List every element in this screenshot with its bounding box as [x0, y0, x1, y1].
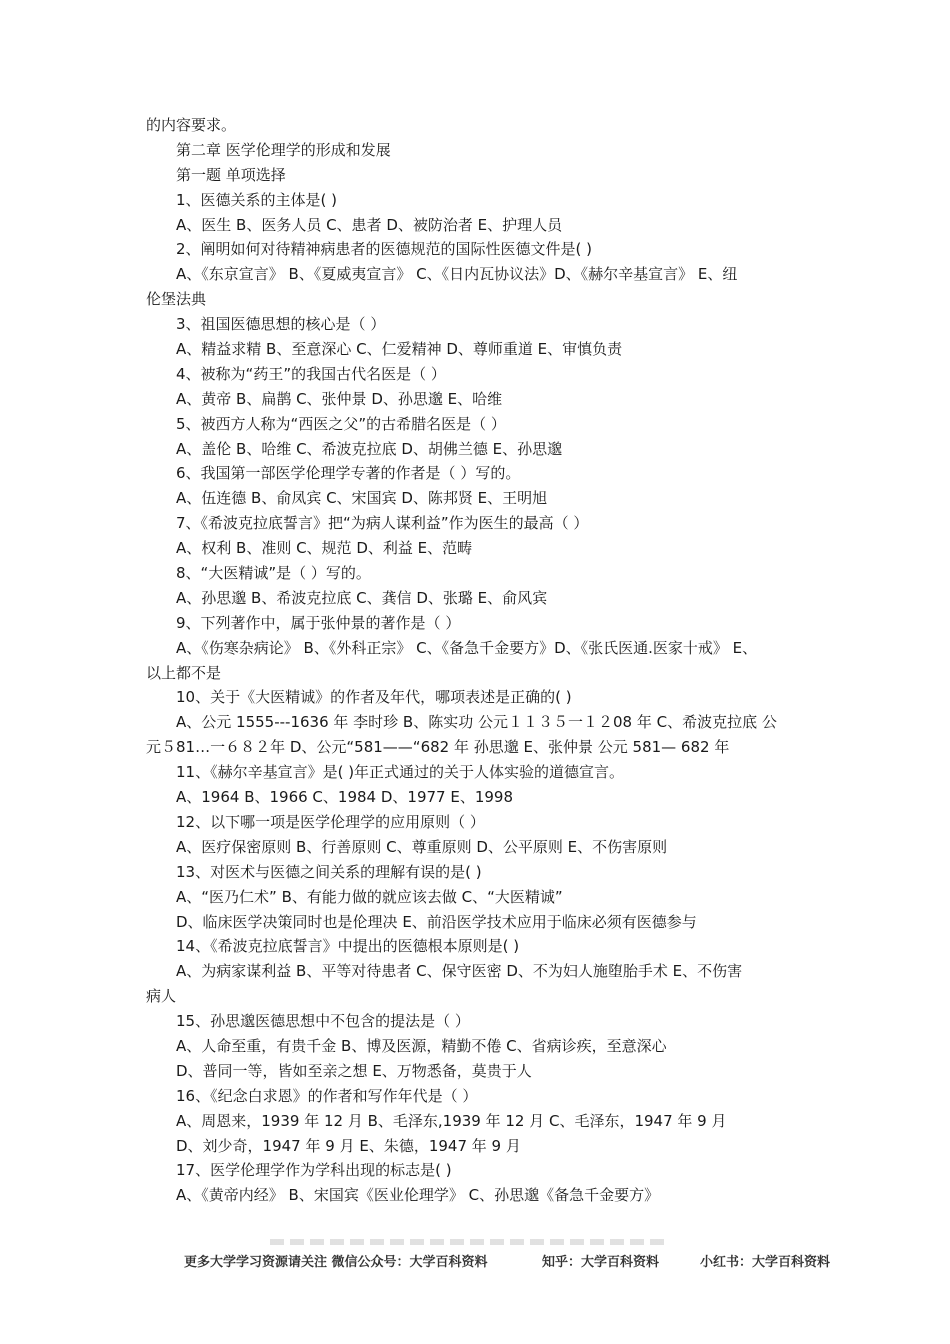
footer-promo: 更多大学学习资源请关注 微信公众号：大学百科资料 — [184, 1255, 488, 1270]
text-line: 12、以下哪一项是医学伦理学的应用原则（ ） — [176, 812, 485, 831]
text-line: 6、我国第一部医学伦理学专著的作者是（ ）写的。 — [176, 464, 521, 483]
text-line: A、《东京宣言》 B、《夏威夷宣言》 C、《日内瓦协议法》D、《赫尔辛基宣言》 E、纽 — [176, 265, 738, 284]
text-line: A、权利 B、准则 C、规范 D、利益 E、范畴 — [176, 539, 473, 558]
text-line: 伦堡法典 — [146, 290, 207, 309]
text-line: 3、祖国医德思想的核心是（ ） — [176, 315, 386, 334]
text-line: 元５81…一６８２年 D、公元“581——“682 年 孙思邈 E、张仲景 公元 581— 682 年 — [146, 738, 730, 757]
text-line: 11、《赫尔辛基宣言》是( )年正式通过的关于人体实验的道德宣言。 — [176, 763, 625, 782]
text-line: A、盖伦 B、哈维 C、希波克拉底 D、胡佛兰德 E、孙思邈 — [176, 439, 563, 458]
text-line: D、刘少奇，1947 年 9 月 E、朱德，1947 年 9 月 — [176, 1136, 521, 1155]
text-line: A、医疗保密原则 B、行善原则 C、尊重原则 D、公平原则 E、不伤害原则 — [176, 837, 668, 856]
text-line: A、《黄帝内经》 B、宋国宾《医业伦理学》 C、孙思邈《备急千金要方》 — [176, 1186, 660, 1205]
text-line: 15、孙思邈医德思想中不包含的提法是（ ） — [176, 1012, 470, 1031]
text-line: 13、对医术与医德之间关系的理解有误的是( ) — [176, 862, 482, 881]
text-line: A、精益求精 B、至意深心 C、仁爱精神 D、尊师重道 E、审慎负责 — [176, 340, 623, 359]
text-line: A、伍连德 B、俞凤宾 C、宋国宾 D、陈邦贤 E、王明旭 — [176, 489, 548, 508]
text-line: 9、下列著作中，属于张仲景的著作是（ ） — [176, 613, 461, 632]
text-line: 14、《希波克拉底誓言》中提出的医德根本原则是( ) — [176, 937, 520, 956]
text-line: 17、医学伦理学作为学科出现的标志是( ) — [176, 1161, 452, 1180]
text-line: 7、《希波克拉底誓言》把“为病人谋利益”作为医生的最高（ ） — [176, 514, 589, 533]
text-line: 病人 — [146, 987, 177, 1006]
document-body — [146, 113, 814, 1208]
text-line: A、孙思邈 B、希波克拉底 C、龚信 D、张璐 E、俞风宾 — [176, 588, 548, 607]
text-line: D、临床医学决策同时也是伦理决 E、前沿医学技术应用于临床必须有医德参与 — [176, 912, 697, 931]
text-line: 16、《纪念白求恩》的作者和写作年代是（ ） — [176, 1086, 478, 1105]
text-line: A、黄帝 B、扁鹊 C、张仲景 D、孙思邈 E、哈维 — [176, 389, 503, 408]
text-line: 以上都不是 — [146, 663, 222, 682]
footer-xiaohongshu: 小红书：大学百科资料 — [700, 1255, 831, 1270]
text-line: A、《伤寒杂病论》 B、《外科正宗》 C、《备急千金要方》D、《张氏医通.医家十戒》 E、 — [176, 638, 758, 657]
text-line: 第一题 单项选择 — [176, 165, 286, 184]
text-line: 的内容要求。 — [146, 116, 237, 134]
footer-zhihu: 知乎：大学百科资料 — [542, 1255, 660, 1270]
faded-text-line — [270, 1239, 670, 1245]
text-line: 第二章 医学伦理学的形成和发展 — [176, 140, 391, 159]
text-line: A、1964 B、1966 C、1984 D、1977 E、1998 — [176, 788, 513, 807]
text-line: A、为病家谋利益 B、平等对待患者 C、保守医密 D、不为妇人施堕胎手术 E、不伤害 — [176, 962, 743, 981]
text-line: 2、阐明如何对待精神病患者的医德规范的国际性医德文件是( ) — [176, 240, 593, 259]
text-line: A、公元 1555---1636 年 李时珍 B、陈实功 公元１１３５一１２08 年 C、希波克拉底 公 — [176, 713, 777, 732]
text-line: 10、关于《大医精诚》的作者及年代，哪项表述是正确的( ) — [176, 688, 572, 707]
text-line: A、周恩来，1939 年 12 月 B、毛泽东,1939 年 12 月 C、毛泽东，1947 年 9 月 — [176, 1111, 727, 1130]
text-line: A、医生 B、医务人员 C、患者 D、被防治者 E、护理人员 — [176, 215, 563, 234]
text-line: A、人命至重，有贵千金 B、博及医源，精勤不倦 C、省病诊疾，至意深心 — [176, 1036, 667, 1055]
text-line: 4、被称为“药王”的我国古代名医是（ ） — [176, 364, 446, 383]
text-line: 5、被西方人称为“西医之父”的古希腊名医是（ ） — [176, 414, 506, 433]
text-line: 1、医德关系的主体是( ) — [176, 190, 338, 209]
text-line: 8、“大医精诚”是（ ）写的。 — [176, 564, 371, 583]
text-line: A、“医乃仁术” B、有能力做的就应该去做 C、“大医精诚” — [176, 887, 563, 906]
text-line: D、普同一等，皆如至亲之想 E、万物悉备，莫贵于人 — [176, 1061, 532, 1080]
